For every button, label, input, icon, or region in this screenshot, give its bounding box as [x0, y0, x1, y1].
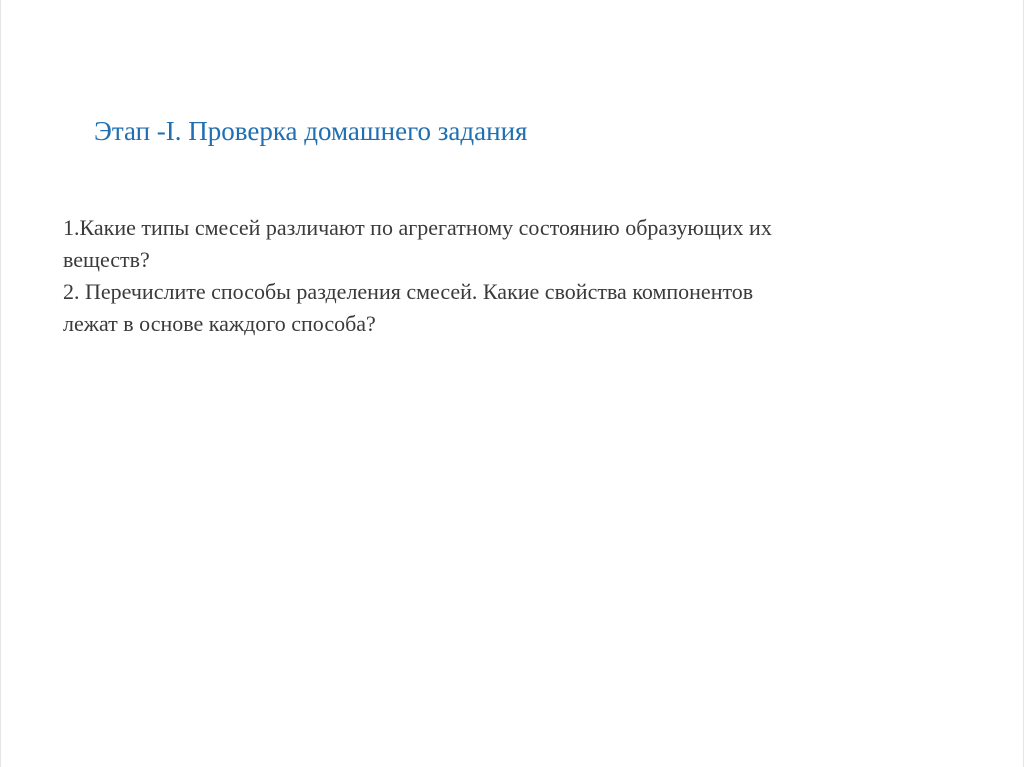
question-list — [63, 212, 943, 340]
question-item — [63, 212, 943, 276]
question-item — [63, 276, 943, 340]
question-line: веществ? — [63, 247, 150, 272]
slide-title: Этап -I. Проверка домашнего задания — [94, 116, 528, 146]
question-line: 2. Перечислите способы разделения смесей. Какие свойства компонентов — [63, 279, 754, 304]
question-line: лежат в основе каждого способа? — [63, 311, 376, 336]
question-line: 1.Какие типы смесей различают по агрегатному состоянию образующих их — [63, 215, 772, 240]
